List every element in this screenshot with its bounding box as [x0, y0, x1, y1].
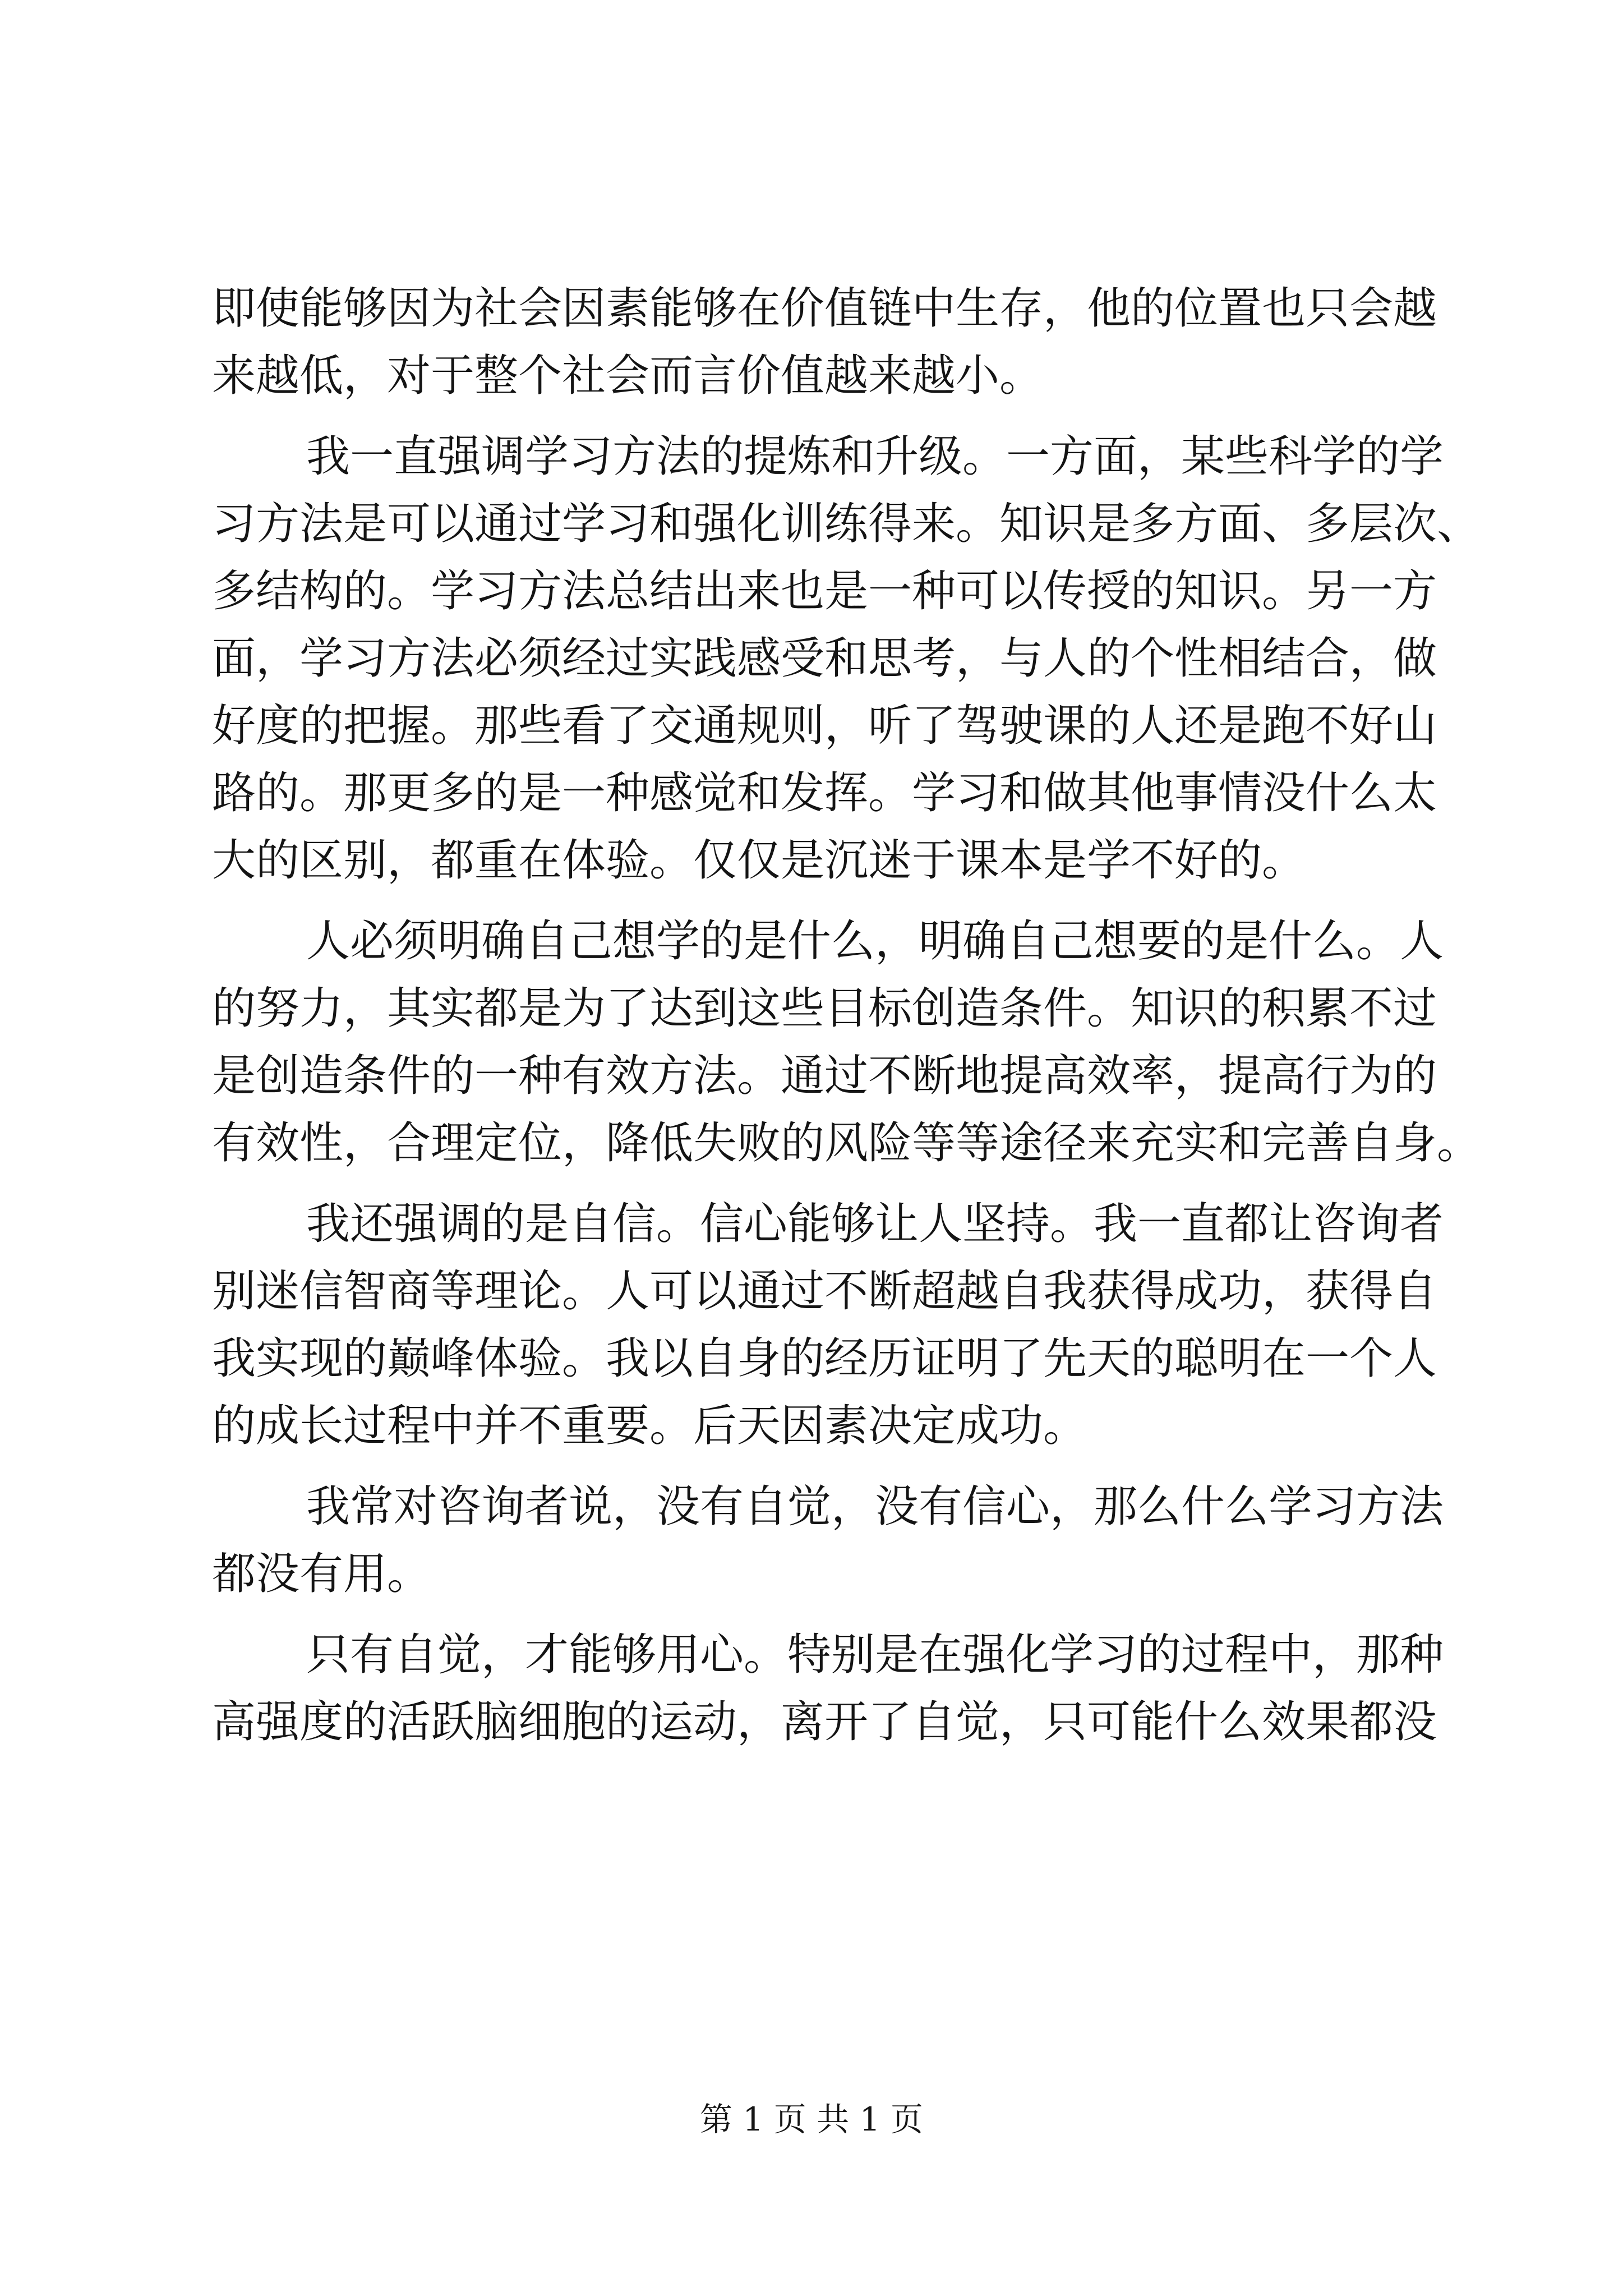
text-line: 大的区别，都重在体验。仅仅是沉迷于课本是学不好的。 [212, 835, 1306, 886]
text-line: 我实现的巅峰体验。我以自身的经历证明了先天的聪明在一个人 [212, 1333, 1437, 1384]
text-line: 来越低，对于整个社会而言价值越来越小。 [212, 351, 1044, 401]
text-line: 有效性，合理定位，降低失败的风险等等途径来充实和完善自身。 [212, 1118, 1481, 1168]
paragraph-first-line: 人必须明确自己想学的是什么，明确自己想要的是什么。人 [306, 916, 1444, 967]
text-line: 面，学习方法必须经过实践感受和思考，与人的个性相结合，做 [212, 633, 1437, 684]
text-line: 多结构的。学习方法总结出来也是一种可以传授的知识。另一方 [212, 566, 1437, 616]
text-line: 别迷信智商等理论。人可以通过不断超越自我获得成功，获得自 [212, 1266, 1437, 1317]
text-line: 习方法是可以通过学习和强化训练得来。知识是多方面、多层次、 [212, 499, 1481, 549]
text-line: 路的。那更多的是一种感觉和发挥。学习和做其他事情没什么太 [212, 768, 1437, 818]
paragraph-first-line: 我还强调的是自信。信心能够让人坚持。我一直都让咨询者 [306, 1199, 1444, 1249]
text-line: 好度的把握。那些看了交通规则，听了驾驶课的人还是跑不好山 [212, 701, 1437, 751]
text-line: 高强度的活跃脑细胞的运动，离开了自觉，只可能什么效果都没 [212, 1697, 1437, 1747]
paragraph-first-line: 我常对咨询者说，没有自觉，没有信心，那么什么学习方法 [306, 1481, 1444, 1532]
paragraph-first-line: 我一直强调学习方法的提炼和升级。一方面，某些科学的学 [306, 431, 1444, 482]
paragraph-first-line: 只有自觉，才能够用心。特别是在强化学习的过程中，那种 [306, 1630, 1444, 1680]
page-number-footer: 第 1 页 共 1 页 [700, 2100, 923, 2138]
text-line: 是创造条件的一种有效方法。通过不断地提高效率，提高行为的 [212, 1051, 1437, 1101]
text-line: 的成长过程中并不重要。后天因素决定成功。 [212, 1401, 1087, 1451]
text-line: 即使能够因为社会因素能够在价值链中生存，他的位置也只会越 [212, 283, 1437, 334]
text-line: 都没有用。 [212, 1549, 431, 1599]
text-line: 的努力，其实都是为了达到这些目标创造条件。知识的积累不过 [212, 983, 1437, 1034]
